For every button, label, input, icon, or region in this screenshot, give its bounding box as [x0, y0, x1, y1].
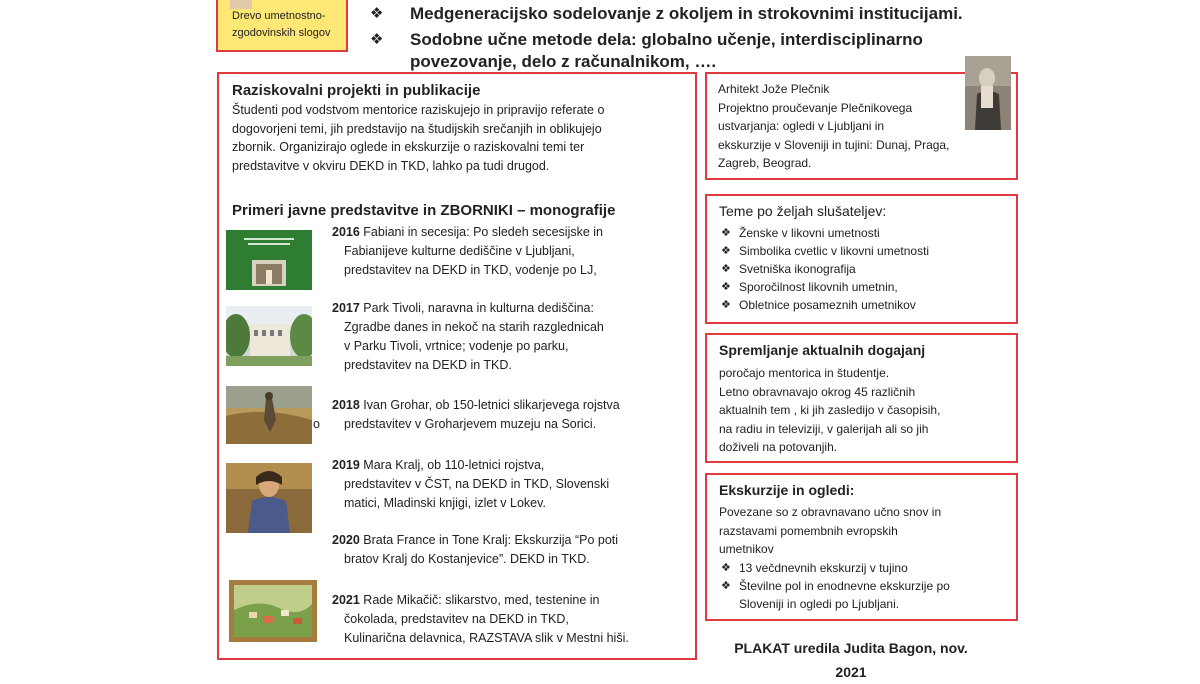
entry-year: 2019 [332, 458, 360, 472]
entry-year: 2021 [332, 593, 360, 607]
entry-2017 [332, 299, 692, 375]
top-bullet-text-line-1: Sodobne učne metode dela: globalno učenje, interdisciplinarno [410, 30, 923, 49]
list-item: ❖ Simbolika cvetlic v likovni umetnosti [721, 244, 930, 258]
text-line: umetnikov [719, 542, 774, 556]
topics-list [719, 224, 929, 314]
plecnik-portrait-photo [965, 56, 1011, 130]
entry-year: 2020 [332, 533, 360, 547]
text-line: aktualnih tem , ki jih zasledijo v časopisih, [719, 403, 941, 417]
intro-line: dogovorjeni temi, jih predstavijo na študijskih srečanjih in oblikujejo [232, 121, 602, 136]
bullet-icon: ❖ [721, 562, 731, 574]
entry-lead: Park Tivoli, naravna in kulturna dediščina: [363, 301, 594, 315]
style-tree-line-2: zgodovinskih slogov [232, 27, 331, 39]
entry-line: predstavitev v Groharjevem muzeju na Sorici. [344, 417, 597, 431]
entry-line: čokolada, predstavitev na DEKD in TKD, [344, 612, 569, 626]
mara-kralj-painting [226, 463, 312, 533]
list-item: ❖ Svetniška ikonografija [721, 262, 856, 276]
fabiani-poster-image [226, 230, 312, 290]
list-item: ❖ Sporočilnost likovnih umetnin, [721, 280, 898, 294]
current-events-title: Spremljanje aktualnih dogajanj [719, 342, 926, 358]
list-item: ❖ Obletnice posameznih umetnikov [721, 298, 916, 312]
topics-title: Teme po željah slušateljev: [719, 203, 887, 219]
entry-line: predstavitev na DEKD in TKD, vodenje po LJ, [344, 263, 597, 277]
bullet-icon: ❖ [721, 263, 731, 275]
list-item: ❖ Ženske v likovni umetnosti [721, 226, 880, 240]
top-bullet-2 [372, 29, 1012, 73]
entry-year: 2017 [332, 301, 360, 315]
bullet-icon: ❖ [721, 227, 731, 239]
bullet-icon: ❖ [721, 580, 731, 592]
text-line: na radiu in televiziji, v galerijah ali so jih [719, 421, 929, 436]
examples-subtitle: Primeri javne predstavitve in ZBORNIKI – monografije [232, 202, 616, 219]
bullet-icon: ❖ [721, 245, 731, 257]
entry-line: bratov Kralj do Kostanjevice”. DEKD in TKD. [344, 552, 590, 566]
stray-character: o [313, 417, 320, 431]
grohar-sower-painting [226, 386, 312, 444]
list-item: ❖ Številne pol in enodnevne ekskurzije po Sloveniji in ogledi po Ljubljani. [721, 579, 950, 611]
research-title: Raziskovalni projekti in publikacije [232, 82, 481, 99]
excursions-list [719, 559, 950, 613]
entry-line: Kulinarična delavnica, RAZSTAVA slik v Mestni hiši. [344, 631, 629, 645]
top-bullet-text: Medgeneracijsko sodelovanje z okoljem in strokovnimi institucijami. [410, 4, 963, 23]
style-tree-label [216, 0, 348, 52]
entry-lead: Rade Mikačič: slikarstvo, med, testenine in [359, 593, 600, 607]
entry-year: 2016 [332, 225, 360, 239]
entry-line: Zgradbe danes in nekoč na starih razglednicah [344, 320, 604, 334]
mikacic-landscape-painting [229, 580, 317, 642]
entry-line: Fabianijeve kulturne dediščine v Ljubljani, [344, 244, 575, 258]
text-line: Povezane so z obravnavano učno snov in [719, 505, 942, 519]
entry-2021 [332, 591, 692, 648]
bullet-icon: ❖ [721, 281, 731, 293]
entry-line: predstavitev v ČST, na DEKD in TKD, Slovenski [344, 477, 610, 491]
bullet-icon: ❖ [721, 299, 731, 311]
entry-year: 2018 [332, 398, 360, 412]
intro-line: predstavitve v okviru DEKD in TKD, lahko pa tudi drugod. [232, 158, 550, 173]
style-tree-thumbnail [230, 0, 252, 9]
entry-lead: Mara Kralj, ob 110-letnici rojstva, [359, 458, 545, 472]
entry-lead: Ivan Grohar, ob 150-letnici slikarjevega rojstva [359, 398, 620, 412]
entry-2018 [332, 396, 692, 434]
excursions-text [719, 503, 941, 559]
top-bullet-1 [372, 3, 1012, 25]
entry-lead: Brata France in Tone Kralj: Ekskurzija “Po poti [359, 533, 619, 547]
entry-line: v Parku Tivoli, vrtnice; vodenje po parku, [344, 339, 569, 353]
text-line: Letno obravnavajo okrog 45 različnih [719, 384, 916, 399]
bullet-icon: ❖ [370, 31, 384, 48]
excursions-title: Ekskurzije in ogledi: [719, 482, 855, 498]
entry-2016 [332, 223, 692, 280]
poster-credit [705, 636, 997, 684]
top-bullet-text-line-2: povezovanje, delo z računalnikom, …. [410, 52, 717, 71]
plecnik-line: Zagreb, Beograd. [718, 156, 812, 170]
research-intro [232, 101, 692, 175]
text-line: poročajo mentorica in študentje. [719, 366, 890, 380]
text-line: doživeli na potovanjih. [719, 440, 838, 454]
entry-2019 [332, 456, 692, 513]
intro-line: Študenti pod vodstvom mentorice raziskujejo in pripravijo referate o [232, 103, 605, 117]
entry-2020 [332, 531, 692, 569]
plecnik-line: ekskurzije v Sloveniji in tujini: Dunaj, Praga, [718, 137, 950, 152]
plecnik-title: Arhitekt Jože Plečnik [718, 82, 830, 96]
bullet-icon: ❖ [370, 5, 384, 22]
list-item: ❖ 13 večdnevnih ekskurzij v tujino [721, 561, 908, 575]
intro-line: zbornik. Organizirajo oglede in ekskurzije o raziskovalni temi ter [232, 140, 585, 154]
plecnik-text [718, 80, 968, 173]
style-tree-line-1: Drevo umetnostno- [232, 10, 326, 22]
current-events-text [719, 364, 940, 457]
credit-line-1: PLAKAT uredila Judita Bagon, nov. [734, 640, 968, 656]
entry-line: predstavitev na DEKD in TKD. [344, 358, 512, 372]
credit-line-2: 2021 [835, 664, 867, 680]
text-line: razstavami pomembnih evropskih [719, 523, 898, 538]
entry-line: matici, Mladinski knjigi, izlet v Lokev. [344, 496, 546, 510]
entry-lead: Fabiani in secesija: Po sledeh secesijske in [359, 225, 603, 239]
tivoli-postcard-image [226, 306, 312, 366]
plecnik-line: Projektno proučevanje Plečnikovega [718, 100, 913, 115]
plecnik-line: ustvarjanja: ogledi v Ljubljani in [718, 119, 885, 133]
